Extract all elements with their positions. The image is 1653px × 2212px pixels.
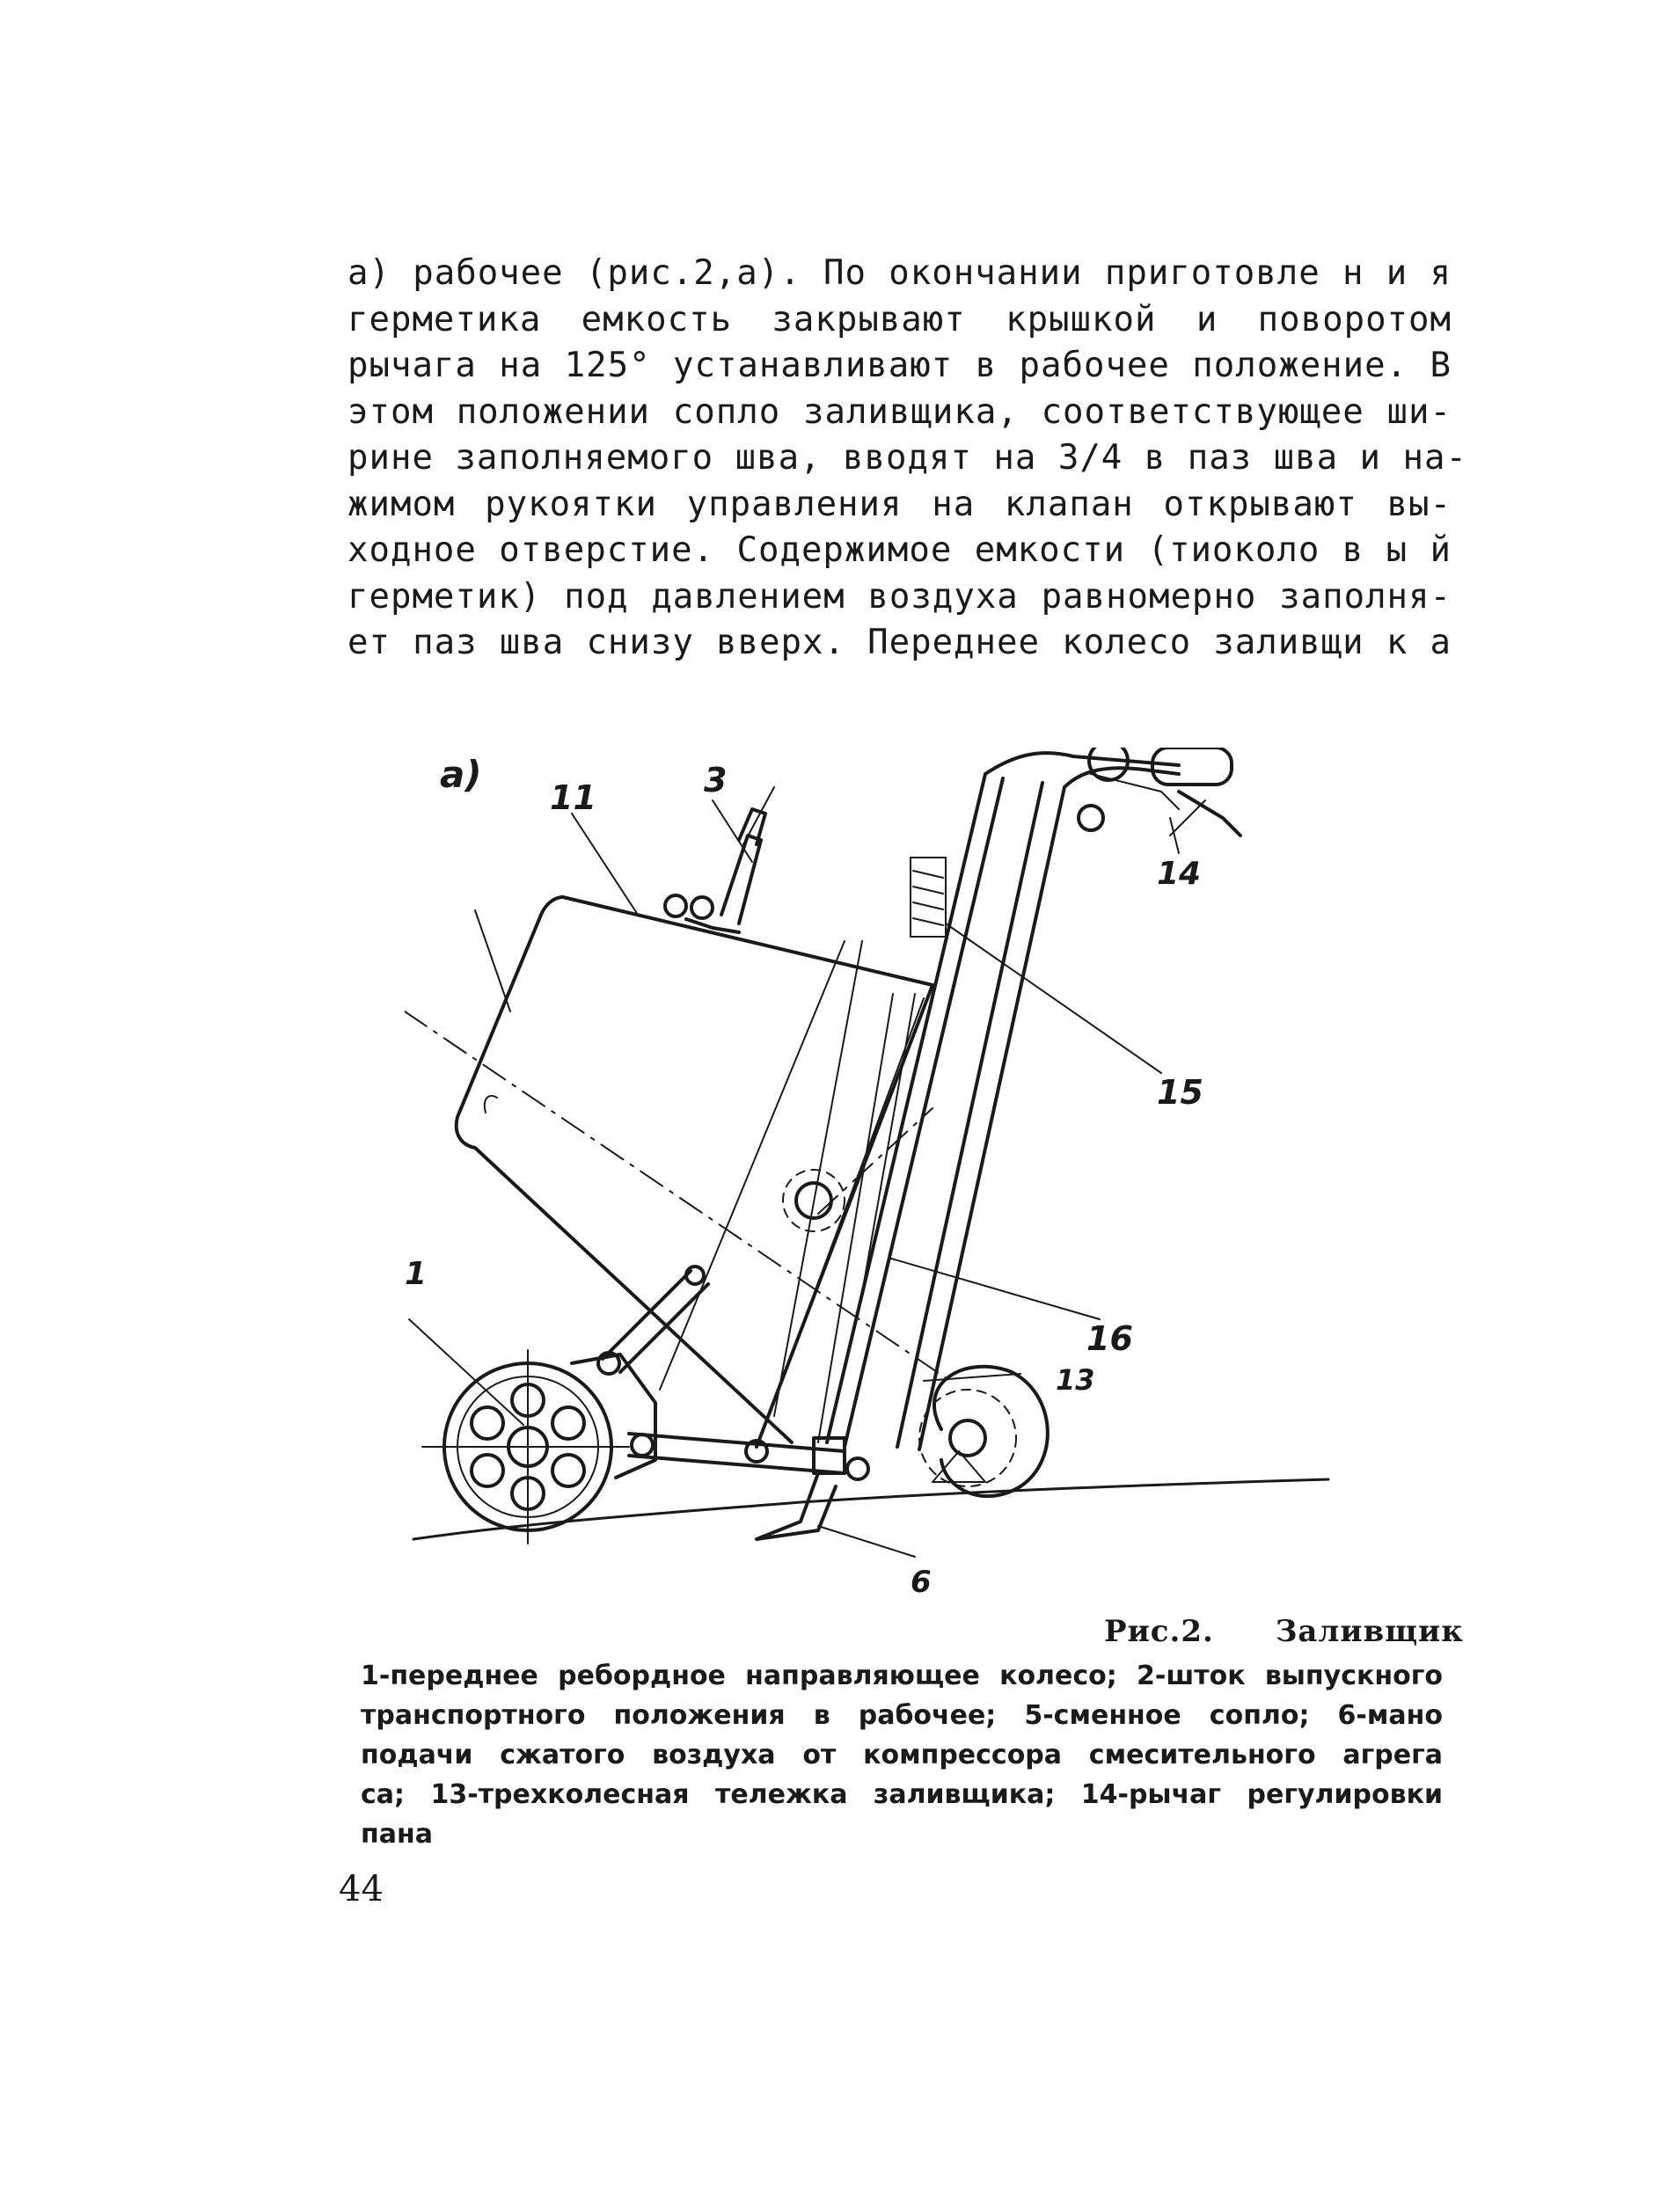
callout-15: 15 [1157, 1073, 1203, 1112]
figure-caption [361, 1656, 1443, 1854]
sealant-applicator-figure [405, 748, 1443, 1618]
body-line: ходное отверстие. Содержимое емкости (тиоколо в ы й [347, 530, 1452, 570]
callout-14: 14 [1157, 856, 1202, 892]
body-line: ет паз шва снизу вверх. Переднее колесо заливщи к а [347, 623, 1452, 662]
body-line: а) рабочее (рис.2,а). По окончании приготовле н и я [347, 253, 1452, 293]
callout-13: 13 [1056, 1363, 1095, 1397]
body-line: герметик) под давлением воздуха равномерно заполня- [347, 576, 1452, 617]
technical-drawing [405, 748, 1443, 1618]
callout-11: 11 [550, 778, 596, 817]
caption-line: пана [361, 1819, 433, 1850]
rear-wheel [919, 1367, 1048, 1496]
callout-16: 16 [1086, 1319, 1133, 1358]
callout-6: 6 [911, 1565, 932, 1600]
caption-line: са; 13-трехколесная тележка заливщика; 14-рычаг регулировки [361, 1779, 1443, 1810]
body-line: герметика емкость закрывают крышкой и поворотом [347, 299, 1452, 339]
body-line: жимом рукоятки управления на клапан открывают вы- [347, 484, 1452, 524]
tank [405, 897, 950, 1447]
caption-line: транспортного положения в рабочее; 5-сменное сопло; 6-мано [361, 1700, 1443, 1731]
body-line: этом положении сопло заливщика, соответствующее ши- [347, 391, 1452, 432]
spring [911, 858, 946, 937]
ground-line [413, 1479, 1328, 1539]
panel-label: а) [440, 753, 482, 796]
nozzle [757, 1438, 868, 1539]
page-number: 44 [339, 1869, 384, 1909]
callout-3: 3 [704, 761, 728, 799]
body-line: рине заполняемого шва, вводят на 3/4 в паз шва и на- [347, 438, 1467, 478]
front-wheel [422, 1350, 629, 1544]
callout-1: 1 [405, 1256, 428, 1292]
body-paragraph [347, 251, 1467, 667]
valve-handle [665, 787, 774, 932]
figure-name: Заливщик [1275, 1614, 1464, 1649]
figure-caption-title [1104, 1614, 1464, 1649]
caption-line: подачи сжатого воздуха от компрессора смесительного агрега [361, 1740, 1443, 1770]
figure-number: Рис.2. [1104, 1614, 1214, 1649]
caption-line: 1-переднее ребордное направляющее колесо; 2-шток выпускного [361, 1661, 1443, 1691]
body-line: рычага на 125° устанавливают в рабочее положение. В [347, 346, 1452, 385]
